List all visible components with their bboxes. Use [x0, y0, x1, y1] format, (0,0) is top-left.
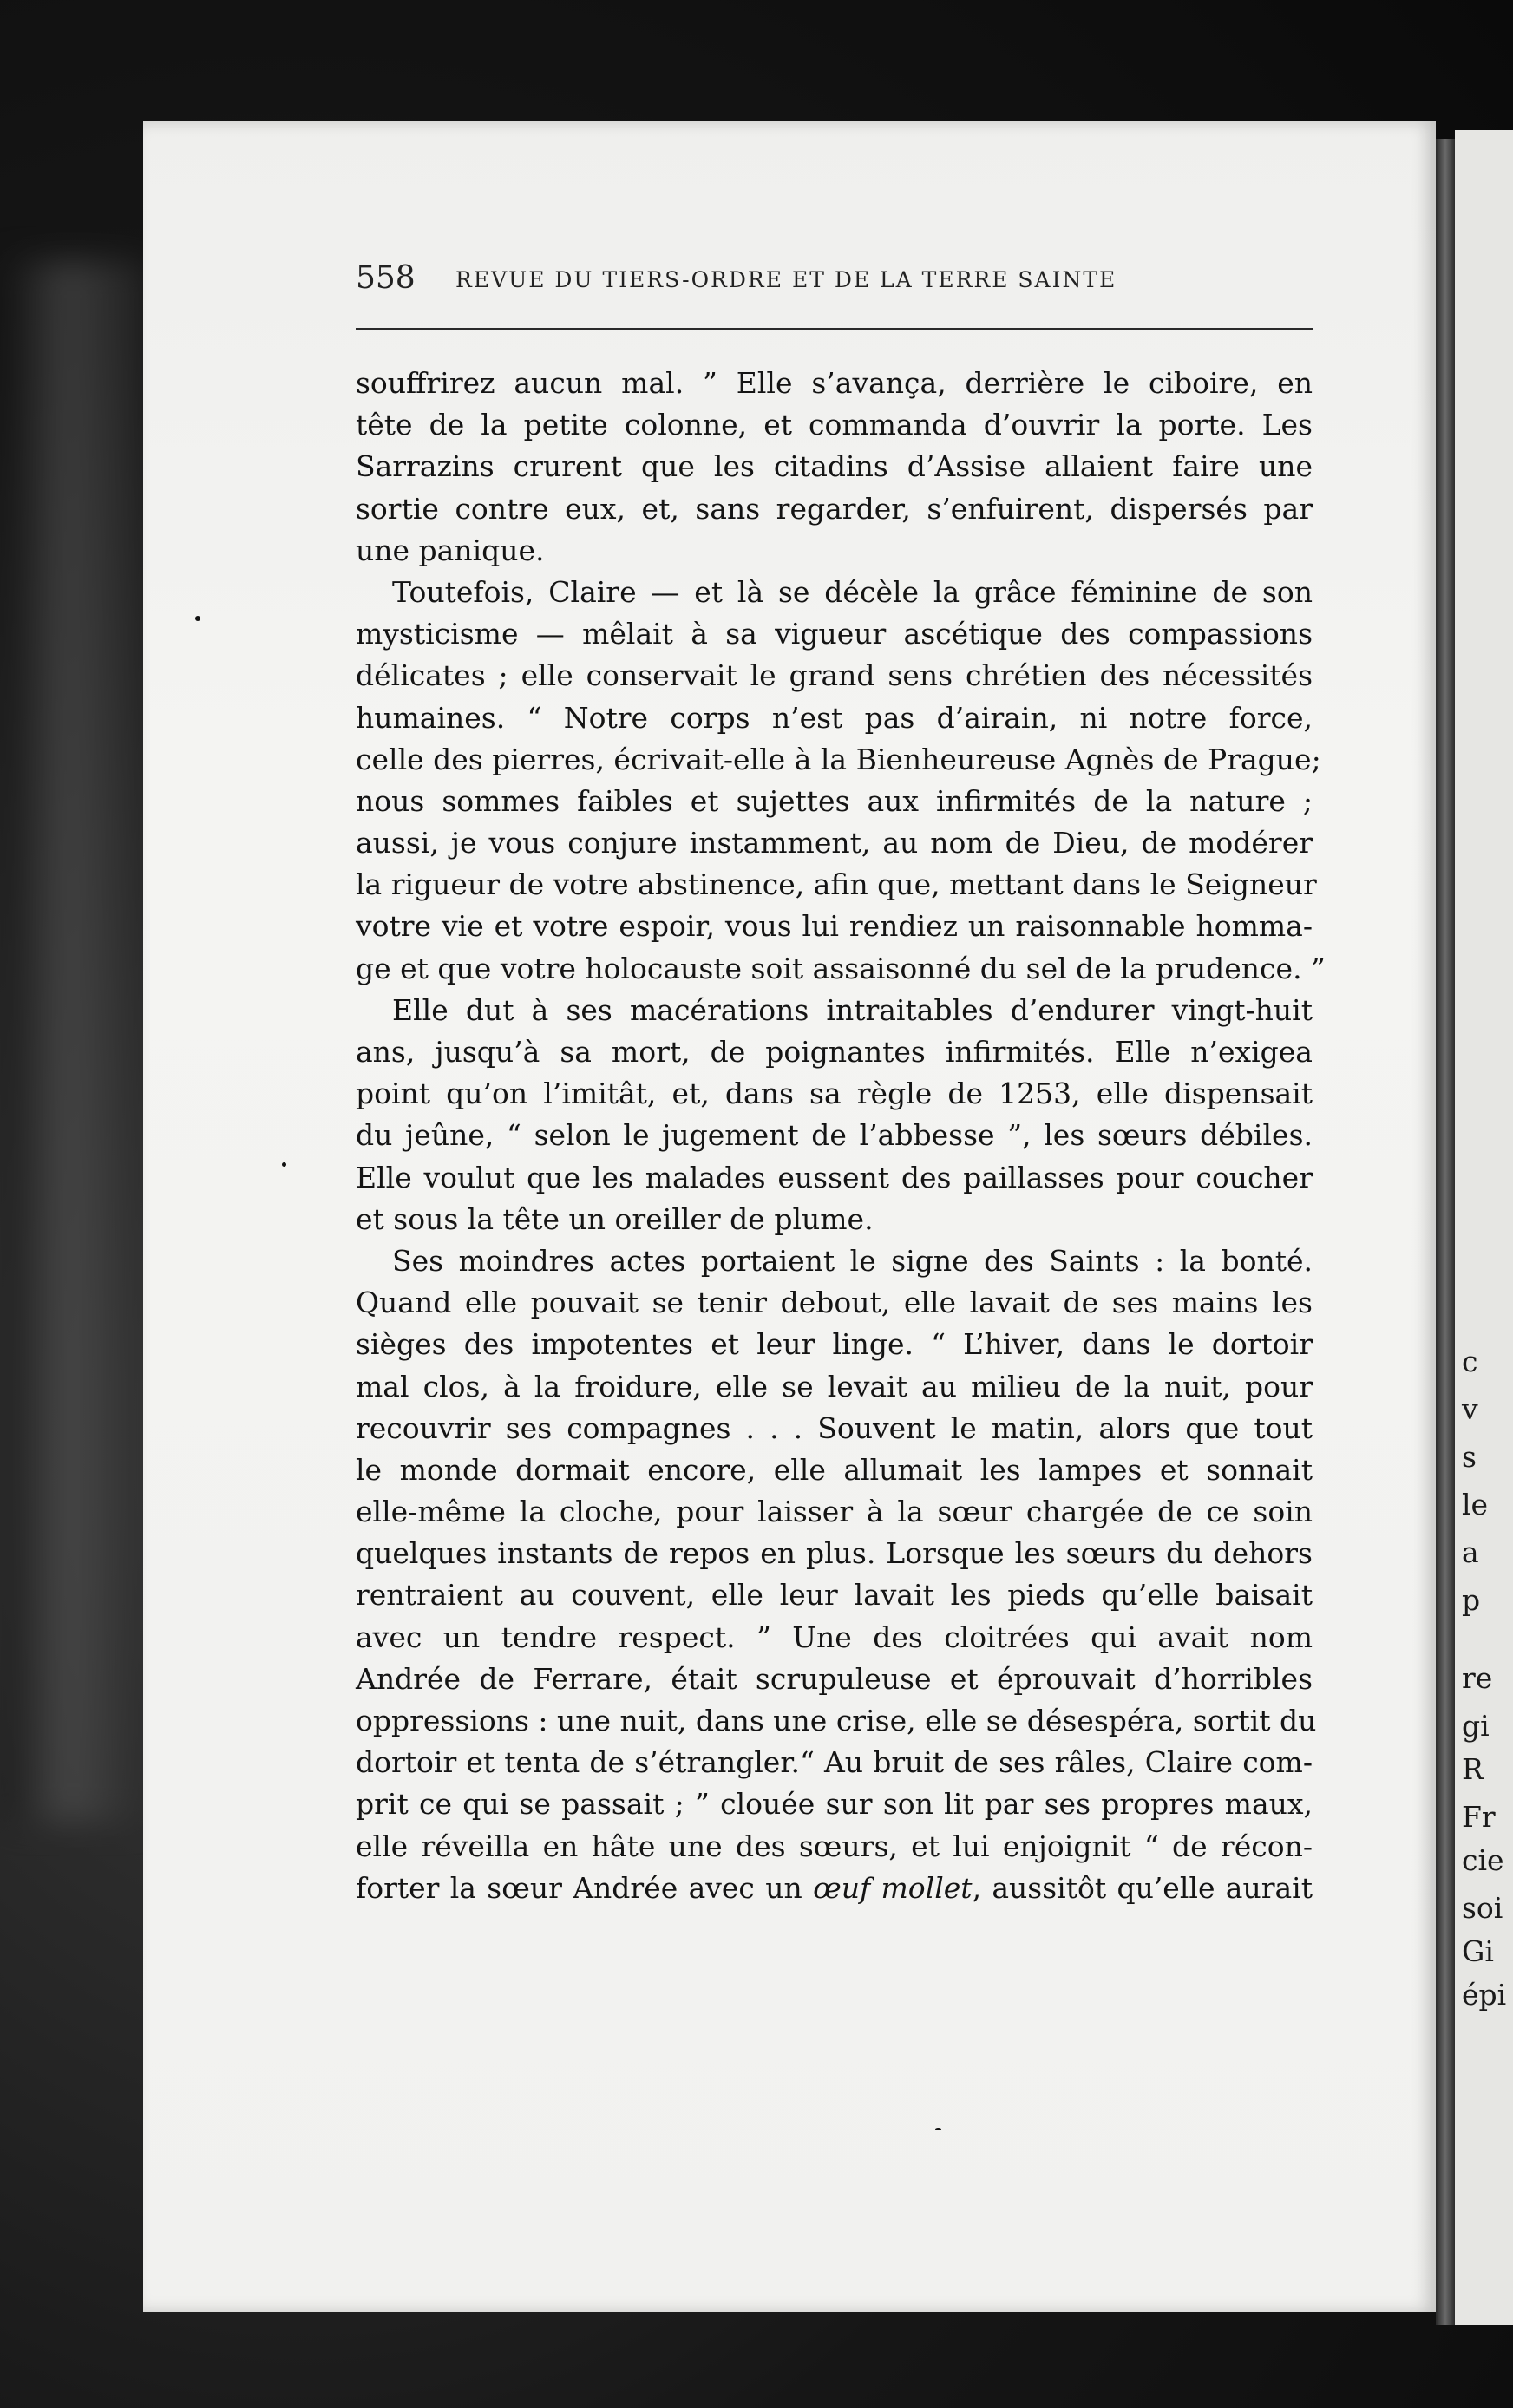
text-line: recouvrir ses compagnes . . . Souvent le matin, alors que tout — [356, 1410, 1313, 1445]
text-line: quelques instants de repos en plus. Lorsque les sœurs du dehors — [356, 1536, 1313, 1571]
text-line: Elle dut à ses macérations intraitables d’endurer vingt-huit — [392, 992, 1313, 1027]
text-line: tête de la petite colonne, et commanda d’ouvrir la porte. Les — [356, 408, 1313, 442]
facing-page-fragment: v — [1462, 1392, 1478, 1426]
text-line: aussi, je vous conjure instamment, au nom de Dieu, de modérer — [356, 826, 1313, 860]
header-rule — [356, 328, 1313, 330]
text-line: oppressions : une nuit, dans une crise, elle se désespéra, sortit du — [356, 1704, 1317, 1737]
facing-page-fragment: a — [1462, 1535, 1479, 1569]
text-line: point qu’on l’imitât, et, dans sa règle de 1253, elle dispensait — [356, 1076, 1313, 1111]
facing-page-fragment: p — [1462, 1583, 1481, 1617]
body-text — [356, 363, 1326, 1909]
facing-page-fragment: s — [1462, 1440, 1477, 1474]
journal-title: REVUE DU TIERS-ORDRE ET DE LA TERRE SAINTE — [455, 267, 1117, 292]
book-gutter — [1436, 139, 1455, 2325]
text-line: Quand elle pouvait se tenir debout, elle lavait de ses mains les — [356, 1286, 1313, 1320]
text-line: prit ce qui se passait ; ” clouée sur son lit par ses propres maux, — [356, 1787, 1313, 1822]
italic-phrase: œuf mollet — [813, 1870, 973, 1905]
text-line: mal clos, à la froidure, elle se levait au milieu de la nuit, pour — [356, 1369, 1313, 1404]
left-shadow — [0, 260, 147, 1822]
text-line: une panique. — [356, 533, 545, 567]
text-line: celle des pierres, écrivait-elle à la Bienheureuse Agnès de Prague; — [356, 742, 1321, 776]
text-line: souffrirez aucun mal. ” Elle s’avança, derrière le ciboire, en — [356, 366, 1313, 400]
text-line: votre vie et votre espoir, vous lui rendiez un raisonnable homma- — [356, 909, 1313, 944]
facing-page-fragment: cie — [1462, 1843, 1504, 1877]
facing-page-fragment: Fr — [1462, 1800, 1496, 1834]
text-line: elle-même la cloche, pour laisser à la sœur chargée de ce soin — [356, 1495, 1313, 1529]
text-line: le monde dormait encore, elle allumait les lampes et sonnait — [356, 1452, 1313, 1487]
scan-speck — [282, 1162, 286, 1167]
text-line: Andrée de Ferrare, était scrupuleuse et éprouvait d’horribles — [356, 1661, 1313, 1696]
text-line: et sous la tête un oreiller de plume. — [356, 1201, 874, 1236]
text-line: la rigueur de votre abstinence, afin que, mettant dans le Seigneur — [356, 867, 1317, 902]
facing-page-fragment: gi — [1462, 1709, 1490, 1743]
text-line: avec un tendre respect. ” Une des cloitrées qui avait nom — [356, 1620, 1313, 1654]
text-line: sièges des impotentes et leur linge. “ L’hiver, dans le dortoir — [356, 1327, 1313, 1362]
facing-page-fragment: le — [1462, 1488, 1489, 1521]
text-line: mysticisme — mêlait à sa vigueur ascétique des compassions — [356, 617, 1313, 651]
text-line: ge et que votre holocauste soit assaisonné du sel de la prudence. ” — [356, 951, 1326, 985]
facing-page-fragment: c — [1462, 1345, 1478, 1378]
facing-page-fragment: épi — [1462, 1978, 1507, 2012]
text-line: rentraient au couvent, elle leur lavait les pieds qu’elle baisait — [356, 1578, 1313, 1613]
text-line: Sarrazins crurent que les citadins d’Assise allaient faire une — [356, 449, 1313, 484]
text-line: délicates ; elle conservait le grand sens chrétien des nécessités — [356, 658, 1313, 693]
text-line: ans, jusqu’à sa mort, de poignantes infirmités. Elle n’exigea — [356, 1035, 1313, 1069]
text-line: dortoir et tenta de s’étrangler.“ Au bruit de ses râles, Claire com- — [356, 1745, 1313, 1780]
text-line: nous sommes faibles et sujettes aux infirmités de la nature ; — [356, 783, 1313, 818]
scan-speck — [195, 616, 200, 621]
text-line: forter la sœur Andrée avec un œuf mollet, aussitôt qu’elle aurait — [356, 1870, 1313, 1905]
facing-page-fragment: re — [1462, 1661, 1493, 1695]
text-line: Toutefois, Claire — et là se décèle la grâce féminine de son — [392, 574, 1313, 609]
text-line: Elle voulut que les malades eussent des paillasses pour coucher — [356, 1160, 1313, 1194]
text-line: du jeûne, “ selon le jugement de l’abbesse ”, les sœurs débiles. — [356, 1118, 1313, 1153]
page-number: 558 — [356, 260, 416, 296]
facing-page-fragment: R — [1462, 1752, 1484, 1786]
text-line: elle réveilla en hâte une des sœurs, et lui enjoignit “ de récon- — [356, 1829, 1313, 1863]
text-line: sortie contre eux, et, sans regarder, s’enfuirent, dispersés par — [356, 491, 1313, 526]
facing-page-fragment: soi — [1462, 1891, 1503, 1925]
scan-speck — [935, 2128, 941, 2130]
facing-page-fragment: Gi — [1462, 1934, 1494, 1968]
text-line: Ses moindres actes portaient le signe des Saints : la bonté. — [392, 1243, 1313, 1278]
facing-page-edge — [1455, 130, 1513, 2325]
text-line: humaines. “ Notre corps n’est pas d’airain, ni notre force, — [356, 700, 1313, 735]
